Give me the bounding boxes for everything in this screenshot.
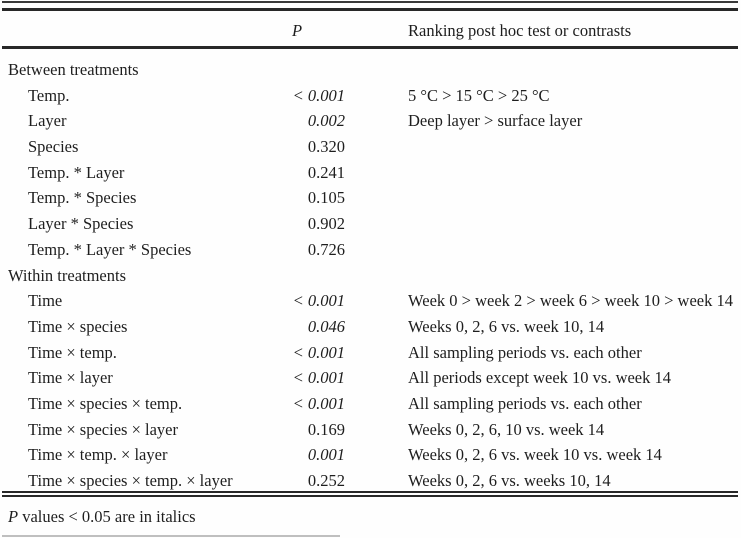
ranking-cell: Deep layer > surface layer	[408, 111, 583, 131]
p-value: 0.241	[307, 162, 345, 182]
table-bottom-rule-lower	[2, 495, 738, 497]
row-label: Time × species	[28, 316, 128, 336]
table-row	[0, 237, 741, 263]
p-value: 0.001	[307, 445, 345, 465]
row-label: Time × temp. × layer	[28, 445, 168, 465]
ranking-cell: Weeks 0, 2, 6 vs. week 10, 14	[408, 316, 605, 336]
table-top-thin-rule	[2, 1, 738, 3]
p-value: 0.046	[307, 316, 345, 336]
table-row	[0, 442, 741, 468]
row-label: Temp.	[28, 85, 70, 105]
table-row	[0, 185, 741, 211]
row-label: Time × species × temp. × layer	[28, 471, 233, 490]
ranking-cell: Weeks 0, 2, 6 vs. weeks 10, 14	[408, 471, 611, 490]
p-value: < 0.001	[292, 342, 345, 362]
ranking-cell: All sampling periods vs. each other	[408, 342, 642, 362]
table-bottom-rule-upper	[2, 491, 738, 493]
table-row	[0, 468, 741, 494]
p-value: 0.002	[307, 111, 345, 131]
ranking-cell: All periods except week 10 vs. week 14	[408, 368, 672, 388]
section-label: Between treatments	[8, 60, 139, 79]
p-value: 0.252	[307, 471, 345, 490]
p-value: < 0.001	[292, 85, 345, 105]
p-value: 0.169	[307, 419, 345, 439]
cropped-next-rule	[2, 535, 340, 537]
row-label: Temp. * Layer	[28, 162, 125, 182]
row-label: Time × species × temp.	[28, 393, 183, 413]
row-label: Layer * Species	[28, 214, 134, 234]
ranking-cell: Weeks 0, 2, 6, 10 vs. week 14	[408, 419, 605, 439]
row-label: Species	[28, 137, 79, 157]
table-top-thick-rule	[2, 8, 738, 11]
row-label: Time	[28, 291, 63, 311]
ranking-cell: Weeks 0, 2, 6 vs. week 10 vs. week 14	[408, 445, 662, 465]
row-label: Time × layer	[28, 368, 113, 388]
p-value: 0.320	[307, 137, 345, 157]
table-row	[0, 211, 741, 237]
footnote-text: values < 0.05 are in italics	[18, 507, 196, 526]
row-label: Time × temp.	[28, 342, 117, 362]
footnote-p-symbol: P	[8, 507, 19, 526]
ranking-cell: 5 °C > 15 °C > 25 °C	[408, 85, 550, 105]
row-label: Temp. * Species	[28, 188, 137, 208]
table-row	[0, 288, 741, 314]
ranking-cell: Week 0 > week 2 > week 6 > week 10 > week 14	[408, 291, 733, 311]
section-label: Within treatments	[8, 265, 127, 285]
table-body	[0, 57, 741, 494]
row-label: Layer	[28, 111, 67, 131]
column-header-ranking: Ranking post hoc test or contrasts	[408, 21, 632, 40]
table-row	[0, 83, 741, 109]
p-value: < 0.001	[292, 291, 345, 311]
table-row	[0, 391, 741, 417]
p-value: < 0.001	[292, 368, 345, 388]
table-row	[0, 108, 741, 134]
ranking-cell: All sampling periods vs. each other	[408, 393, 642, 413]
section-header-row	[0, 57, 741, 83]
p-value: < 0.001	[292, 393, 345, 413]
table-row	[0, 417, 741, 443]
header-underline-rule	[2, 46, 738, 49]
table-row	[0, 134, 741, 160]
p-value: 0.105	[307, 188, 345, 208]
row-label: Temp. * Layer * Species	[28, 239, 192, 259]
table-row	[0, 160, 741, 186]
p-value: 0.726	[307, 239, 345, 259]
table-row	[0, 340, 741, 366]
table-row	[0, 314, 741, 340]
column-header-p: P	[292, 21, 303, 40]
row-label: Time × species × layer	[28, 419, 178, 439]
table-footnote	[8, 506, 196, 528]
p-value: 0.902	[307, 214, 345, 234]
section-header-row	[0, 263, 741, 289]
table-row	[0, 365, 741, 391]
